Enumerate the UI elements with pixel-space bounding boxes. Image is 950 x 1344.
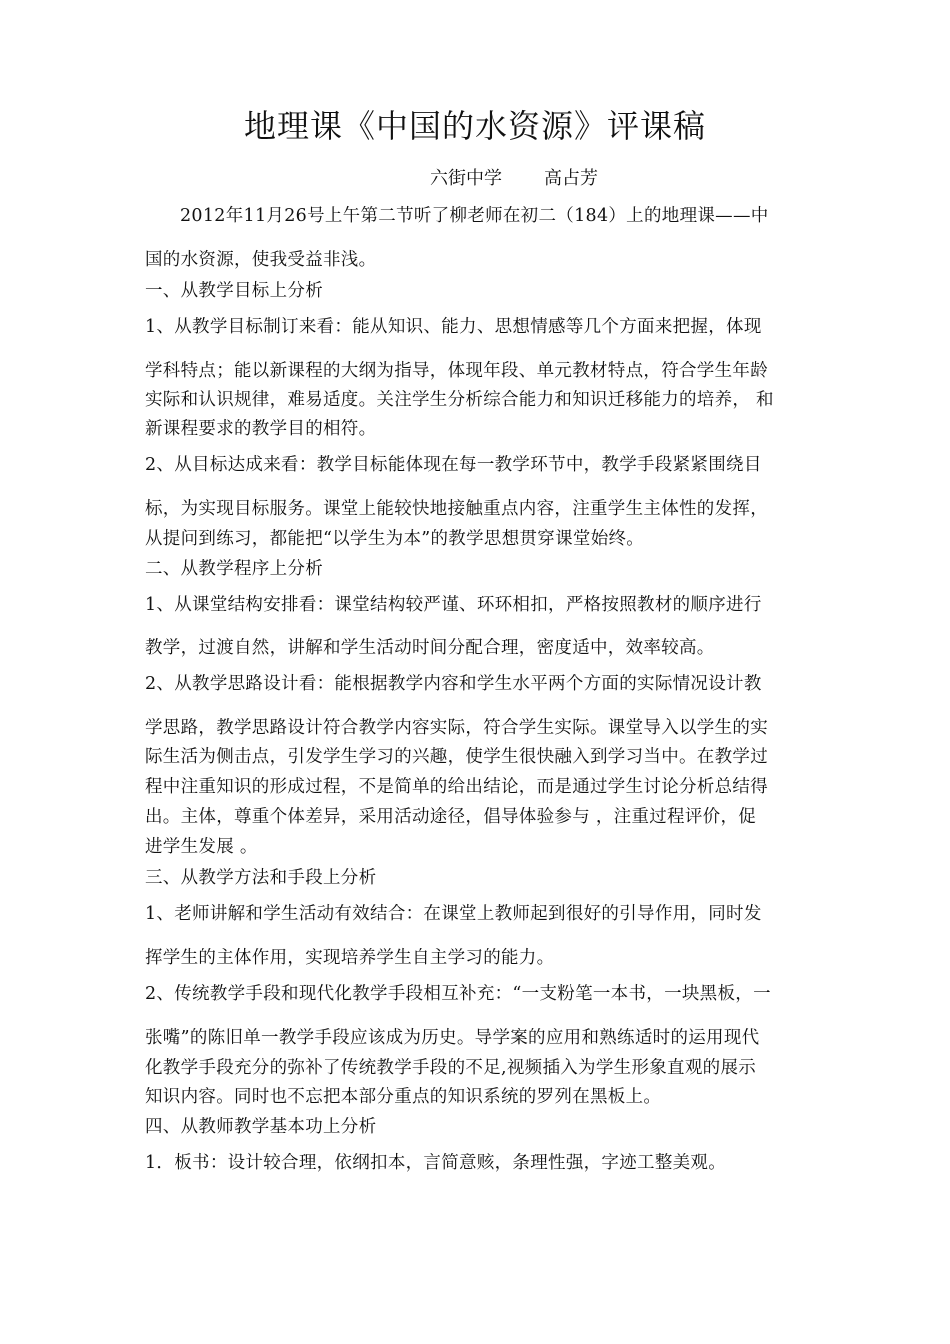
paragraph-line: 学思路，教学思路设计符合教学内容实际，符合学生实际。课堂导入以学生的实	[145, 718, 768, 738]
author-name: 高占芳	[544, 168, 598, 189]
author-school: 六街中学	[430, 168, 502, 189]
paragraph-line: 1、老师讲解和学生活动有效结合：在课堂上教师起到很好的引导作用，同时发	[145, 904, 762, 924]
document-title: 地理课《中国的水资源》评课稿	[243, 107, 706, 145]
paragraph-line: 1．板书：设计较合理，依纲扣本，言简意赅，条理性强，字迹工整美观。	[145, 1153, 727, 1173]
paragraph-line: 1、从课堂结构安排看：课堂结构较严谨、环环相扣，严格按照教材的顺序进行	[145, 595, 762, 615]
paragraph-line: 际生活为侧击点，引发学生学习的兴趣，使学生很快融入到学习当中。在教学过	[145, 747, 768, 767]
paragraph-line: 程中注重知识的形成过程，不是简单的给出结论，而是通过学生讨论分析总结得	[145, 777, 768, 797]
paragraph-line: 2、从教学思路设计看：能根据教学内容和学生水平两个方面的实际情况设计教	[145, 674, 762, 694]
section-heading: 四、从教师教学基本功上分析	[145, 1117, 377, 1137]
paragraph-line: 2、从目标达成来看：教学目标能体现在每一教学环节中，教学手段紧紧围绕目	[145, 455, 762, 475]
paragraph-line: 2、传统教学手段和现代化教学手段相互补充：“一支粉笔一本书，一块黑板，一	[145, 984, 771, 1004]
paragraph-line: 张嘴”的陈旧单一教学手段应该成为历史。导学案的应用和熟练适时的运用现代	[145, 1028, 760, 1048]
intro-line: 2012年11月26号上午第二节听了柳老师在初二（184）上的地理课——中	[180, 206, 769, 226]
paragraph-line: 学科特点；能以新课程的大纲为指导，体现年段、单元教材特点，符合学生年龄	[145, 361, 768, 381]
paragraph-line: 进学生发展 。	[145, 837, 258, 857]
paragraph-line: 挥学生的主体作用，实现培养学生自主学习的能力。	[145, 948, 555, 968]
paragraph-line: 实际和认识规律，难易适度。关注学生分析综合能力和知识迁移能力的培养， 和	[145, 390, 774, 410]
paragraph-line: 出。主体，尊重个体差异，采用活动途径，倡导体验参与 ，注重过程评价，促	[145, 807, 757, 827]
paragraph-line: 知识内容。同时也不忘把本部分重点的知识系统的罗列在黑板上。	[145, 1087, 662, 1107]
paragraph-line: 从提问到练习，都能把“以学生为本”的教学思想贯穿课堂始终。	[145, 529, 645, 549]
paragraph-line: 1、从教学目标制订来看：能从知识、能力、思想情感等几个方面来把握，体现	[145, 317, 762, 337]
section-heading: 三、从教学方法和手段上分析	[145, 868, 377, 888]
author-line	[430, 165, 598, 193]
intro-line: 国的水资源，使我受益非浅。	[145, 250, 377, 270]
paragraph-line: 新课程要求的教学目的相符。	[145, 419, 377, 439]
section-heading: 二、从教学程序上分析	[145, 559, 323, 579]
section-heading: 一、从教学目标上分析	[145, 281, 323, 301]
paragraph-line: 标，为实现目标服务。课堂上能较快地接触重点内容，注重学生主体性的发挥，	[145, 499, 768, 519]
paragraph-line: 教学，过渡自然，讲解和学生活动时间分配合理，密度适中，效率较高。	[145, 638, 715, 658]
paragraph-line: 化教学手段充分的弥补了传统教学手段的不足,视频插入为学生形象直观的展示	[145, 1058, 757, 1078]
